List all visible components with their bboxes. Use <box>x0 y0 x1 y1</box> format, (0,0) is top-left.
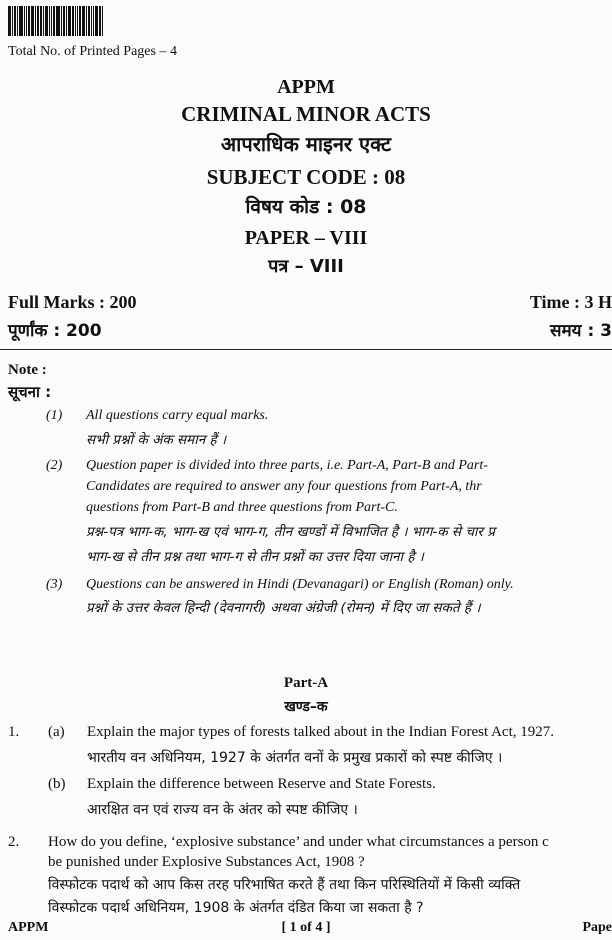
part-title-hi: खण्ड–क <box>284 699 328 715</box>
full-marks-en: Full Marks : 200 <box>8 292 137 312</box>
note-item-hi: सभी प्रश्नों के अंक समान हैं । <box>86 432 227 448</box>
note-item-en: All questions carry equal marks. <box>86 408 269 423</box>
note-item-hi-line1: प्रश्न-पत्र भाग-क, भाग-ख एवं भाग-ग, तीन खण्डों में विभाजित है । भाग-क से चार प्र <box>86 524 495 540</box>
question-text-hi-line1: विस्फोटक पदार्थ को आप किस तरह परिभाषित करते हैं तथा किन परिस्थितियों में किसी व्यक्ति <box>48 877 521 893</box>
note-item-en-line1: Question paper is divided into three parts, i.e. Part-A, Part-B and Part- <box>86 458 488 473</box>
full-marks-hi: पूर्णांक : 200 <box>8 321 102 341</box>
note-label-en: Note : <box>8 362 47 378</box>
printed-pages-count: Total No. of Printed Pages – 4 <box>8 44 177 59</box>
sub-question-label: (b) <box>48 776 66 792</box>
question-text-hi-line2: विस्फोटक पदार्थ अधिनियम, 1908 के अंतर्गत दंडित किया जा सकता है ? <box>48 900 424 916</box>
question-text-en-line1: How do you define, ‘explosive substance’ and under what circumstances a person c <box>48 834 549 850</box>
footer-paper-code: APPM <box>8 920 49 935</box>
question-text-en-line2: be punished under Explosive Substances Act, 1908 ? <box>48 854 365 870</box>
note-item-hi: प्रश्नों के उत्तर केवल हिन्दी (देवनागरी) अथवा अंग्रेजी (रोमन) में दिए जा सकते हैं । <box>86 600 481 616</box>
time-en: Time : 3 H <box>529 292 612 312</box>
subject-title-en: CRIMINAL MINOR ACTS <box>181 102 431 126</box>
page-number: [ 1 of 4 ] <box>281 920 331 935</box>
note-item-number: (2) <box>46 458 63 473</box>
question-number: 2. <box>8 834 20 850</box>
paper-code-heading: APPM <box>277 76 335 98</box>
sub-question-label: (a) <box>48 724 65 740</box>
time-hi: समय : 3 <box>550 321 612 341</box>
paper-number-en: PAPER – VIII <box>244 227 368 249</box>
subject-code-en: SUBJECT CODE : 08 <box>206 165 406 189</box>
note-item-en-line2: Candidates are required to answer any four questions from Part-A, thr <box>86 479 482 494</box>
question-number: 1. <box>8 724 20 740</box>
footer-right-label: Pape <box>582 920 612 935</box>
note-item-hi-line2: भाग-ख से तीन प्रश्न तथा भाग-ग से तीन प्रश्नों का उत्तर दिया जाना है । <box>86 549 424 565</box>
question-text-hi: आरक्षित वन एवं राज्य वन के अंतर को स्पष्ट कीजिए । <box>87 802 358 818</box>
note-item-en: Questions can be answered in Hindi (Devanagari) or English (Roman) only. <box>86 577 514 592</box>
header-divider <box>0 349 612 350</box>
question-text-hi: भारतीय वन अधिनियम, 1927 के अंतर्गत वनों के प्रमुख प्रकारों को स्पष्ट कीजिए । <box>87 750 503 766</box>
note-label-hi: सूचना : <box>8 383 52 401</box>
subject-code-hi: विषय कोड : 08 <box>245 196 367 218</box>
question-text-en: Explain the major types of forests talked about in the Indian Forest Act, 1927. <box>87 724 554 740</box>
note-item-en-line3: questions from Part-B and three questions from Part-C. <box>86 500 398 515</box>
subject-title-hi: आपराधिक माइनर एक्ट <box>220 132 392 156</box>
question-text-en: Explain the difference between Reserve and State Forests. <box>87 776 436 792</box>
note-item-number: (3) <box>46 577 63 592</box>
note-item-number: (1) <box>46 408 63 423</box>
paper-number-hi: पत्र – VIII <box>268 256 344 277</box>
barcode <box>8 6 116 36</box>
part-title-en: Part-A <box>283 675 329 691</box>
